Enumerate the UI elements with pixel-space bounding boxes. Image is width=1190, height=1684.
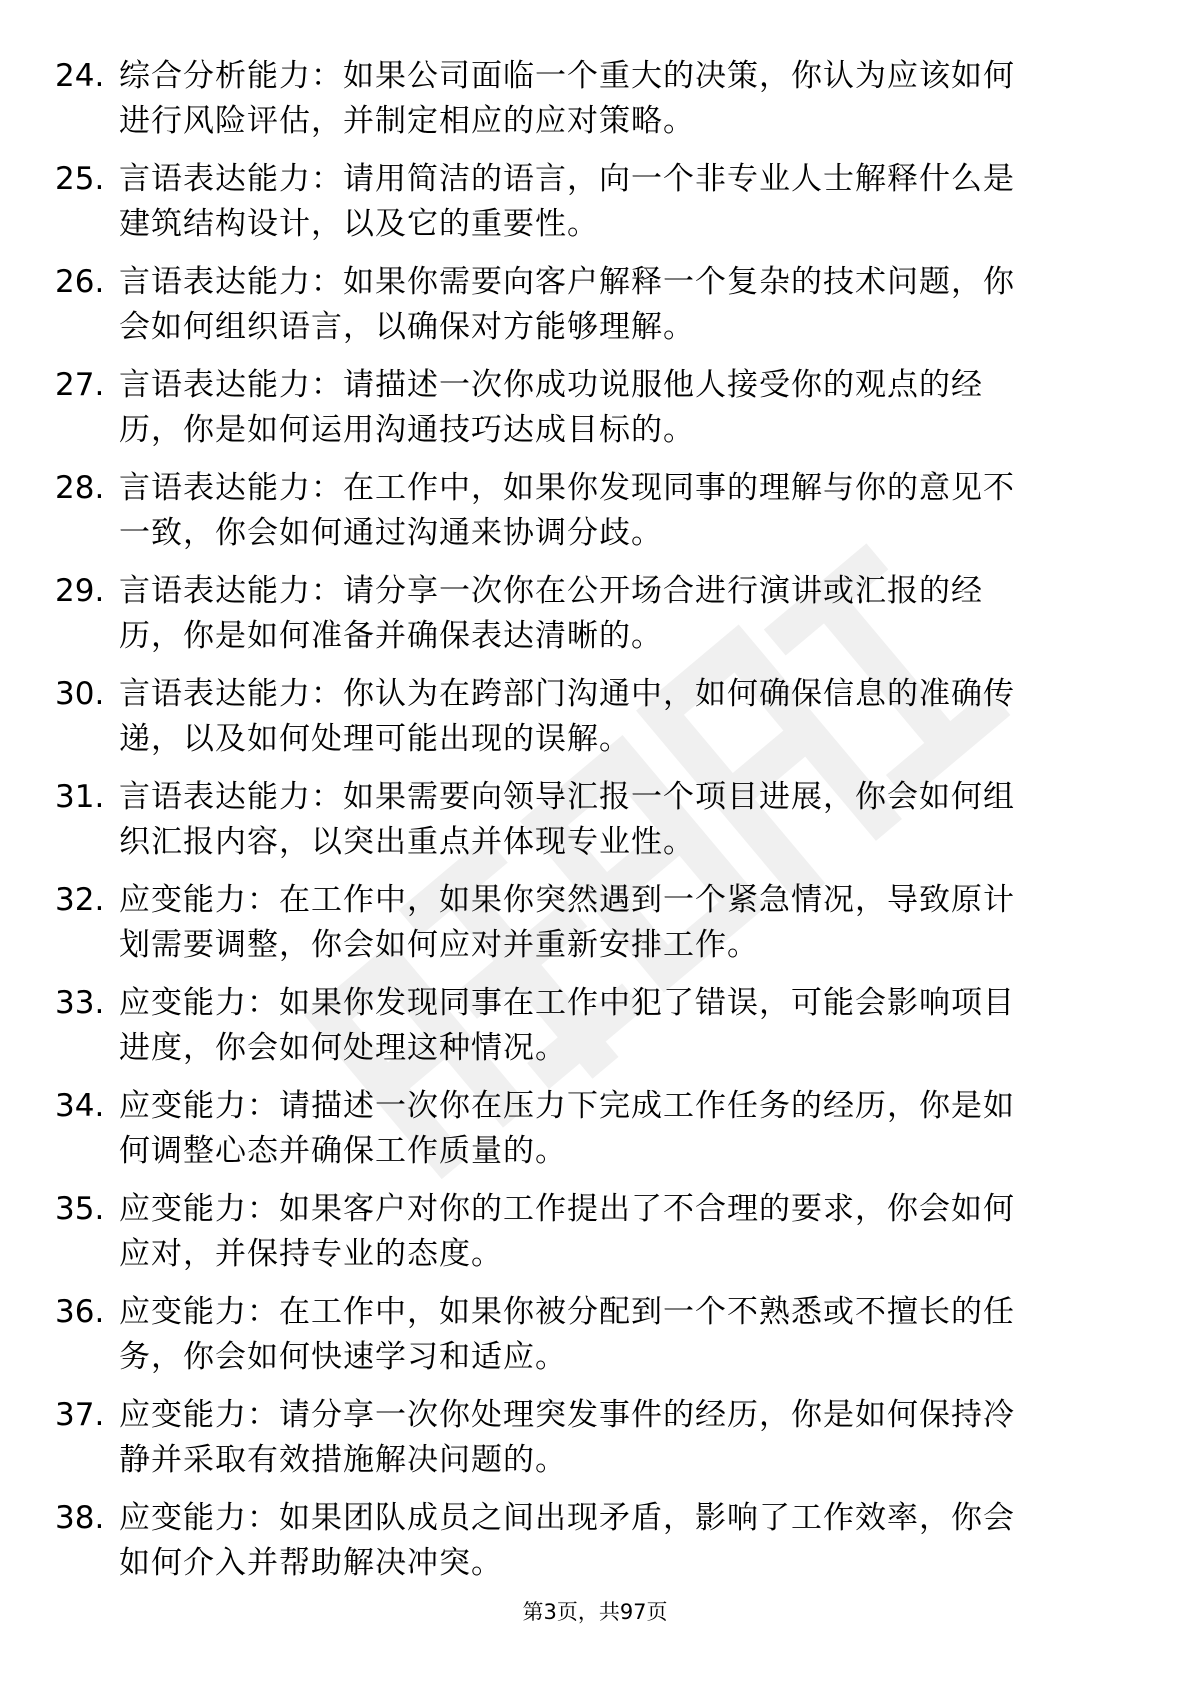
question-text: 综合分析能力：如果公司面临一个重大的决策，你认为应该如何进行风险评估，并制定相应的应对策略。 <box>119 58 1015 139</box>
question-number: 35. <box>55 1191 105 1227</box>
list-item <box>0 870 1190 973</box>
question-text: 应变能力：如果你发现同事在工作中犯了错误，可能会影响项目进度，你会如何处理这种情况。 <box>119 985 1015 1066</box>
question-number: 36. <box>55 1294 105 1330</box>
question-number: 26. <box>55 264 105 300</box>
question-text: 应变能力：请分享一次你处理突发事件的经历，你是如何保持冷静并采取有效措施解决问题的。 <box>119 1397 1015 1478</box>
question-number: 29. <box>55 573 105 609</box>
question-text: 言语表达能力：如果你需要向客户解释一个复杂的技术问题，你会如何组织语言，以确保对方能够理解。 <box>119 264 1015 345</box>
question-text: 应变能力：在工作中，如果你突然遇到一个紧急情况，导致原计划需要调整，你会如何应对并重新安排工作。 <box>119 882 1015 963</box>
list-item <box>0 1076 1190 1179</box>
list-item <box>0 1282 1190 1385</box>
question-text: 应变能力：如果团队成员之间出现矛盾，影响了工作效率，你会如何介入并帮助解决冲突。 <box>119 1500 1015 1581</box>
question-text: 应变能力：在工作中，如果你被分配到一个不熟悉或不擅长的任务，你会如何快速学习和适应。 <box>119 1294 1015 1375</box>
question-number: 38. <box>55 1500 105 1536</box>
list-item <box>0 561 1190 664</box>
list-item <box>0 46 1190 149</box>
question-number: 33. <box>55 985 105 1021</box>
question-number: 31. <box>55 779 105 815</box>
list-item <box>0 149 1190 252</box>
question-text: 言语表达能力：在工作中，如果你发现同事的理解与你的意见不一致，你会如何通过沟通来协调分歧。 <box>119 470 1015 551</box>
list-item <box>0 1385 1190 1488</box>
question-text: 言语表达能力：请用简洁的语言，向一个非专业人士解释什么是建筑结构设计，以及它的重要性。 <box>119 161 1015 242</box>
question-text: 言语表达能力：请描述一次你成功说服他人接受你的观点的经历，你是如何运用沟通技巧达成目标的。 <box>119 367 983 448</box>
question-number: 28. <box>55 470 105 506</box>
question-text: 应变能力：请描述一次你在压力下完成工作任务的经历，你是如何调整心态并确保工作质量的。 <box>119 1088 1015 1169</box>
question-number: 32. <box>55 882 105 918</box>
question-text: 言语表达能力：请分享一次你在公开场合进行演讲或汇报的经历，你是如何准备并确保表达清晰的。 <box>119 573 983 654</box>
list-item <box>0 252 1190 355</box>
question-number: 24. <box>55 58 105 94</box>
list-item <box>0 355 1190 458</box>
list-item <box>0 973 1190 1076</box>
page-footer: 第3页，共97页 <box>522 1600 668 1624</box>
list-item <box>0 664 1190 767</box>
question-list <box>0 46 1190 1591</box>
list-item <box>0 1488 1190 1591</box>
question-number: 27. <box>55 367 105 403</box>
question-number: 25. <box>55 161 105 197</box>
question-number: 30. <box>55 676 105 712</box>
list-item <box>0 1179 1190 1282</box>
question-text: 言语表达能力：你认为在跨部门沟通中，如何确保信息的准确传递，以及如何处理可能出现的误解。 <box>119 676 1015 757</box>
question-text: 应变能力：如果客户对你的工作提出了不合理的要求，你会如何应对，并保持专业的态度。 <box>119 1191 1015 1272</box>
list-item <box>0 458 1190 561</box>
question-number: 34. <box>55 1088 105 1124</box>
list-item <box>0 767 1190 870</box>
question-number: 37. <box>55 1397 105 1433</box>
question-text: 言语表达能力：如果需要向领导汇报一个项目进展，你会如何组织汇报内容，以突出重点并体现专业性。 <box>119 779 1015 860</box>
